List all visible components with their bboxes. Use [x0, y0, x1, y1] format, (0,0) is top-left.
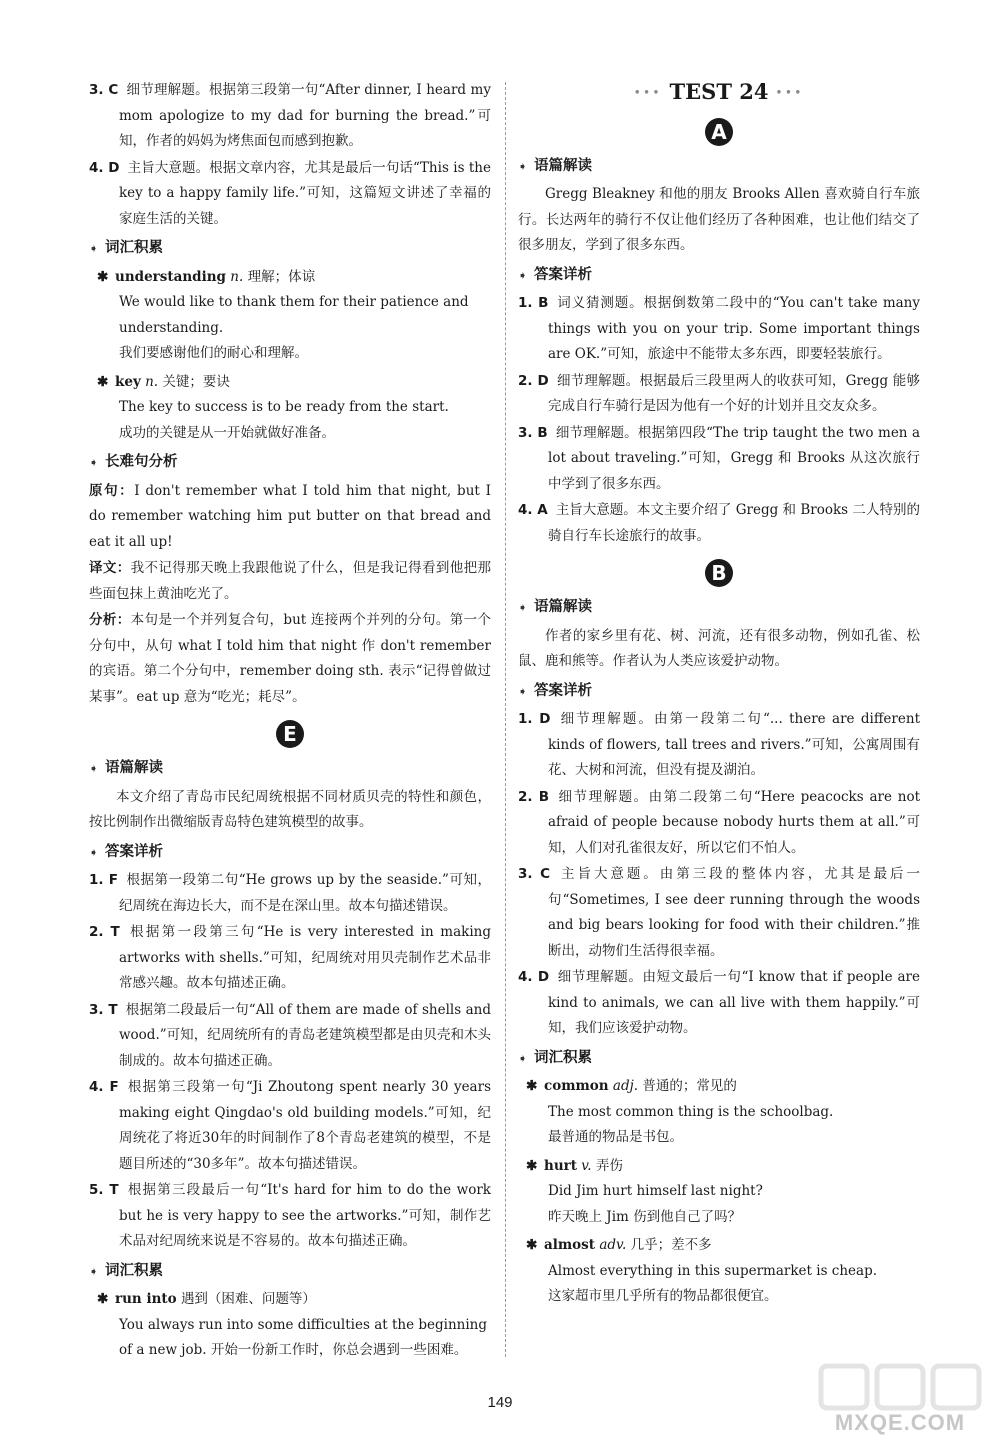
- translation: 译文：我不记得那天晚上我跟他说了什么，但是我记得看到他把那些面包抹上黄油吃光了。: [89, 560, 491, 602]
- test-title: ••• TEST 24 •••: [634, 79, 804, 104]
- watermark-text: MXQE.COM: [834, 1410, 966, 1435]
- right-column: [518, 78, 920, 1313]
- answer-item: 3. B 细节理解题。根据第四段“The trip taught the two men a lot about traveling.”可知，Gregg 和 Brooks 从这次旅行中学到了很多东西。: [518, 424, 921, 492]
- section-a-badge: A: [705, 118, 733, 146]
- answer-item: 3. C 主旨大意题。由第三段的整体内容，尤其是最后一句“Sometimes, I see deer running through the woods and big bears looking for food with their children.”推断出，动物们生活得很幸福。: [518, 866, 921, 959]
- original-sentence: 原句：I don't remember what I told him that night, but I do remember watching him put butter on that bread and eat it all up!: [89, 482, 492, 550]
- vocab-entry: ✱ run into 遇到（困难、问题等） You always run into some difficulties at the beginning of a new job. 开始一份新工作时，你总会遇到一些困难。: [89, 1287, 491, 1364]
- section-heading: ➧ 长难句分析: [89, 450, 491, 476]
- arrow-icon: ➧: [89, 242, 99, 255]
- arrow-icon: ➧: [89, 456, 99, 469]
- arrow-icon: ➧: [518, 601, 528, 614]
- answer-item: 3. T 根据第二段最后一句“All of them are made of shells and wood.”可知，纪周统所有的青岛老建筑模型都是由贝壳和木头制成的。故本句描述正确。: [89, 1001, 492, 1069]
- section-heading: ➧ 语篇解读: [518, 595, 920, 621]
- asterisk-icon: ✱: [526, 1237, 538, 1253]
- arrow-icon: ➧: [89, 845, 99, 859]
- page-number: 149: [487, 1394, 513, 1411]
- asterisk-icon: ✱: [526, 1078, 538, 1094]
- section-heading: ➧ 答案详析: [518, 263, 920, 289]
- answer-item: 1. D 细节理解题。由第一段第二句“... there are different kinds of flowers, tall trees and rivers.”可知，公寓周围有花、大树和河流，但没有提及湖泊。: [518, 711, 920, 778]
- answer-item: 5. T 根据第三段最后一句“It's hard for him to do the work but he is very happy to see the artworks.”可知，制作艺术品对纪周统来说是不容易的。故本句描述正确。: [89, 1182, 491, 1249]
- dots-icon: •••: [634, 87, 663, 99]
- asterisk-icon: ✱: [97, 268, 109, 285]
- section-heading: ➧ 词汇积累: [518, 1046, 920, 1072]
- reading-summary: 本文介绍了青岛市民纪周统根据不同材质贝壳的特性和颜色，按比例制作出微缩版青岛特色建筑模型的故事。: [89, 788, 491, 830]
- section-heading: ➧ 语篇解读: [89, 756, 491, 782]
- answer-item: 2. D 细节理解题。根据最后三段里两人的收获可知，Gregg 能够完成自行车骑行是因为他有一个好的计划并且交友众多。: [518, 372, 920, 414]
- answer-item: 1. B 词义猜测题。根据倒数第二段中的“You can't take many things with you on your trip. Some important things are OK.”可知，旅途中不能带太多东西，即要轻装旅行。: [518, 295, 921, 362]
- section-e-badge: E: [276, 720, 304, 748]
- arrow-icon: ➧: [518, 268, 528, 282]
- answer-item: 4. A 主旨大意题。本文主要介绍了 Gregg 和 Brooks 二人特别的骑自行车长途旅行的故事。: [518, 502, 920, 544]
- section-heading: ➧ 词汇积累: [89, 1259, 491, 1285]
- arrow-icon: ➧: [89, 762, 99, 775]
- reading-summary: 作者的家乡里有花、树、河流，还有很多动物，例如孔雀、松鼠、鹿和熊等。作者认为人类应该爱护动物。: [518, 627, 920, 669]
- arrow-icon: ➧: [518, 684, 528, 698]
- answer-item: 2. B 细节理解题。由第二段第二句“Here peacocks are not afraid of people because nobody hurts them at all.”可知，人们对孔雀很友好，所以它们不怕人。: [518, 788, 920, 856]
- section-heading: ➧ 语篇解读: [518, 154, 920, 180]
- vocab-entry: ✱ hurt v. 弄伤 Did Jim hurt himself last night? 昨天晚上 Jim 伤到他自己了吗？: [518, 1154, 920, 1231]
- asterisk-icon: ✱: [97, 1291, 109, 1307]
- answer-item: 4. D 主旨大意题。根据文章内容，尤其是最后一句话“This is the key to a happy family life.”可知，这篇短文讲述了幸福的家庭生活的关键。: [89, 159, 491, 227]
- analysis: 分析：本句是一个并列复合句，but 连接两个并列的分句。第一个分句中，从句 what I told him that night 作 don't remember 的宾语。第二个分句中，remember doing sth. 表示“记得曾做过某事”。eat up 意为“吃光；耗尽”。: [89, 612, 492, 705]
- column-divider: [505, 82, 506, 1357]
- vocab-entry: ✱ understanding n. 理解；体谅 We would like to thank them for their patience and understanding. 我们要感谢他们的耐心和理解。: [89, 265, 491, 367]
- vocab-entry: ✱ almost adv. 几乎；差不多 Almost everything in this supermarket is cheap. 这家超市里几乎所有的物品都很便宜。: [518, 1233, 920, 1310]
- section-b-badge: B: [705, 559, 733, 587]
- answer-item: 2. T 根据第一段第三句“He is very interested in making artworks with shells.”可知，纪周统对用贝壳制作艺术品非常感兴趣。故本句描述正确。: [89, 924, 491, 991]
- answer-item: 4. D 细节理解题。由短文最后一句“I know that if people are kind to animals, we can all live with them happily.”可知，我们应该爱护动物。: [518, 969, 921, 1036]
- reading-summary: Gregg Bleakney 和他的朋友 Brooks Allen 喜欢骑自行车旅行。长达两年的骑行不仅让他们经历了各种困难，也让他们结交了很多朋友，学到了很多东西。: [518, 186, 920, 253]
- left-column: [89, 78, 491, 1367]
- section-heading: ➧ 答案详析: [518, 679, 920, 705]
- answer-item: 1. F 根据第一段第二句“He grows up by the seaside.”可知，纪周统在海边长大，而不是在深山里。故本句描述错误。: [89, 872, 492, 914]
- arrow-icon: ➧: [89, 1264, 99, 1278]
- arrow-icon: ➧: [518, 159, 528, 173]
- answer-item: 4. F 根据第三段第一句“Ji Zhoutong spent nearly 30 years making eight Qingdao's old building models.”可知，纪周统花了将近30年的时间制作了8个青岛老建筑的模型，不是题目所述的“30多年”。故本句描述错误。: [89, 1079, 491, 1172]
- arrow-icon: ➧: [518, 1051, 528, 1065]
- vocab-entry: ✱ key n. 关键；要诀 The key to success is to be ready from the start. 成功的关键是从一开始就做好准备。: [89, 370, 491, 447]
- section-heading: ➧ 答案详析: [89, 840, 491, 866]
- dots-icon: •••: [775, 87, 804, 99]
- asterisk-icon: ✱: [97, 373, 109, 390]
- section-heading: ➧ 词汇积累: [89, 236, 491, 262]
- answer-item: 3. C 细节理解题。根据第三段第一句“After dinner, I heard my mom apologize to my dad for burning the bread.”可知，作者的妈妈为烤焦面包而感到抱歉。: [89, 82, 491, 149]
- asterisk-icon: ✱: [526, 1157, 538, 1174]
- vocab-entry: ✱ common adj. 普通的；常见的 The most common thing is the schoolbag. 最普通的物品是书包。: [518, 1074, 920, 1151]
